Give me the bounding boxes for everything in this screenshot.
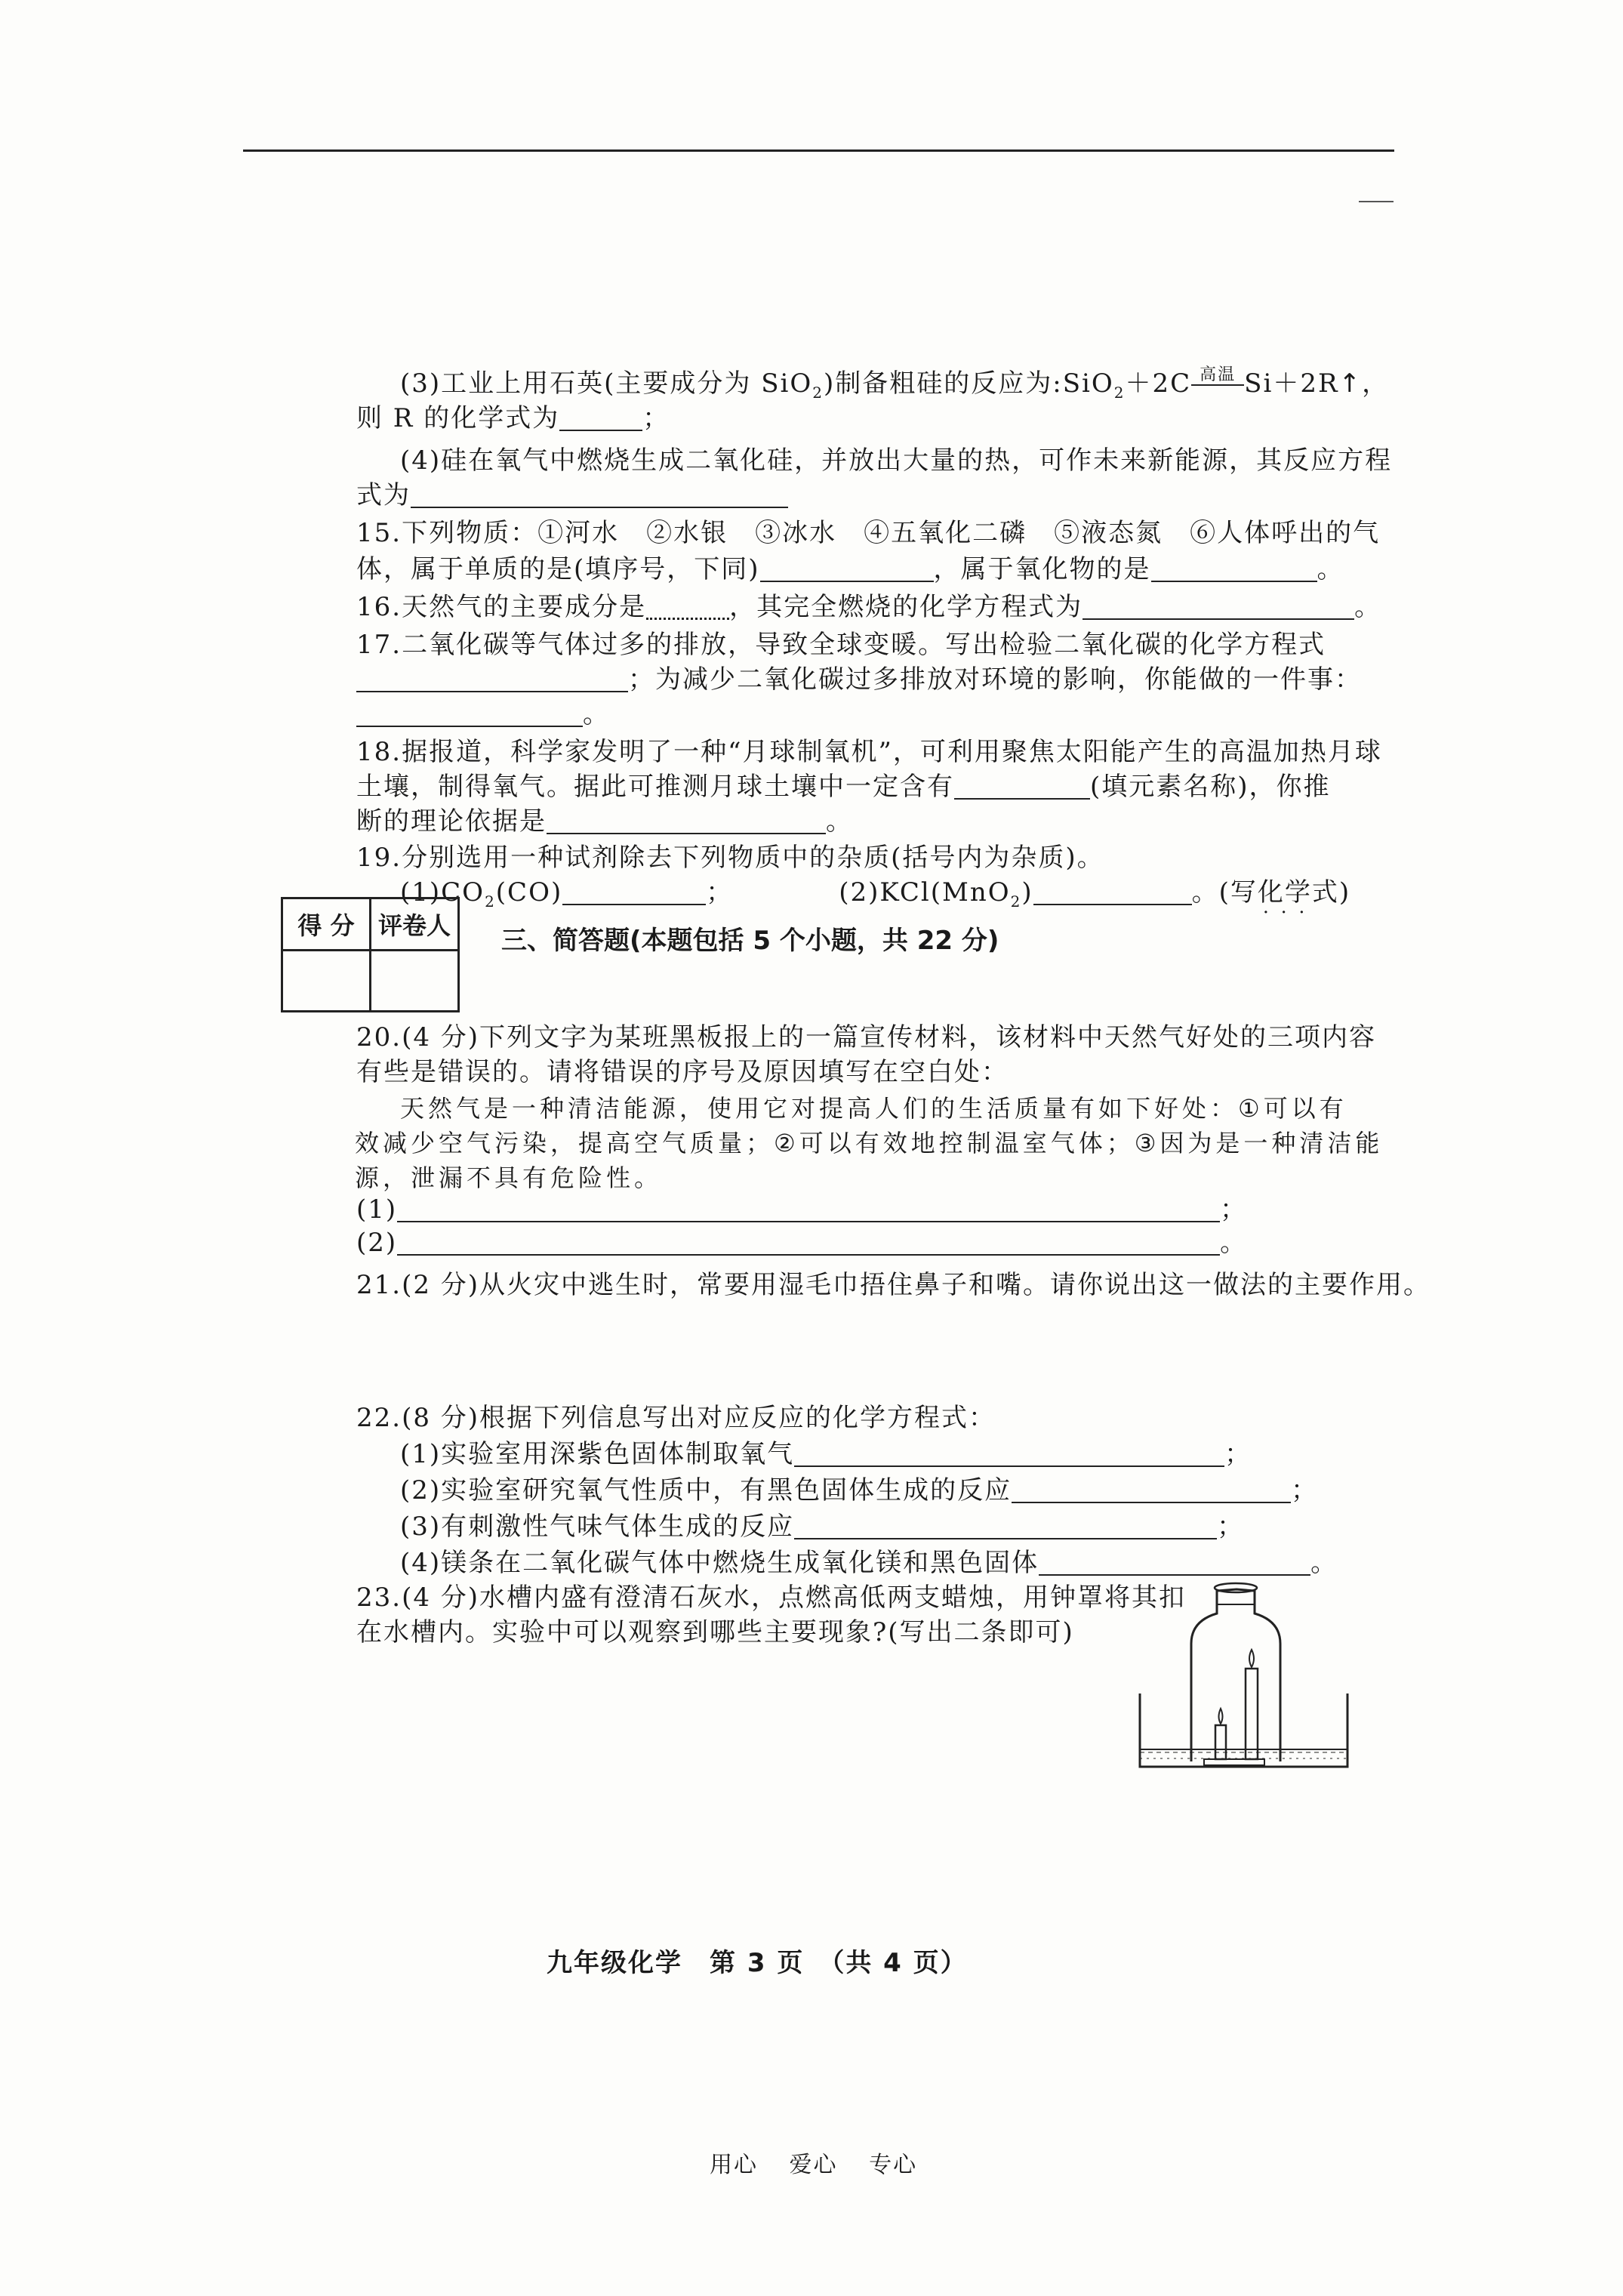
q14-3-text-e: ， bbox=[1362, 368, 1390, 399]
q16-text-b: ，其完全燃烧的化学方程式为 bbox=[729, 592, 1083, 622]
q21-line1: 21.(2 分)从火灾中逃生时，常要用湿毛巾捂住鼻子和嘴。请你说出这一做法的主要作用。 bbox=[356, 1270, 1431, 1300]
q20-passage-line1: 天然气是一种清洁能源，使用它对提高人们的生活质量有如下好处：①可以有 bbox=[400, 1094, 1347, 1123]
score-cell[interactable] bbox=[282, 951, 371, 1012]
q14-3-text-a: (3)工业上用石英(主要成分为 SiO bbox=[400, 368, 813, 399]
header-rule bbox=[243, 149, 1394, 152]
answer-blank-main-component[interactable] bbox=[646, 592, 729, 620]
q15-text-a: 体，属于单质的是(填序号，下同) bbox=[356, 554, 760, 584]
q18-line2 bbox=[356, 772, 1331, 802]
q15-text-c: 。 bbox=[1317, 554, 1344, 584]
q19-item1-a: (1)CO bbox=[400, 877, 485, 908]
answer-blank-co2-test[interactable] bbox=[356, 665, 628, 692]
q19-line1: 19.分别选用一种试剂除去下列物质中的杂质(括号内为杂质)。 bbox=[356, 843, 1104, 873]
q18-line3 bbox=[356, 806, 853, 837]
q22-item4-end: 。 bbox=[1310, 1548, 1338, 1578]
q17-line3 bbox=[356, 699, 610, 729]
q22-item2-text: (2)实验室研究氧气性质中，有黑色固体生成的反应 bbox=[400, 1475, 1012, 1505]
q16-text-c: 。 bbox=[1354, 592, 1382, 622]
q19-emphasis: 化学式 ・ ・ ・ bbox=[1258, 877, 1339, 908]
q19-item1-b: (CO) bbox=[495, 877, 563, 908]
q15-line2 bbox=[356, 554, 1344, 584]
q16-line bbox=[356, 592, 1381, 622]
q22-item2-end: ； bbox=[1291, 1475, 1319, 1505]
answer-blank-elements[interactable] bbox=[760, 555, 934, 582]
section-title: 三、简答题(本题包括 5 个小题，共 22 分) bbox=[501, 926, 999, 956]
q18-text-c: 断的理论依据是 bbox=[356, 806, 547, 837]
answer-blank-si-equation[interactable] bbox=[411, 481, 788, 508]
grader-cell[interactable] bbox=[371, 951, 459, 1012]
q19-item2-a: (2)KCl(MnO bbox=[839, 877, 1011, 908]
q18-text-b: (填元素名称)，你推 bbox=[1090, 772, 1331, 802]
page-footer: 九年级化学 第 3 页 （共 4 页） bbox=[547, 1948, 968, 1978]
q20-passage-line2: 效减少空气污染，提高空气质量；②可以有效地控制温室气体；③因为是一种清洁能 bbox=[355, 1129, 1384, 1157]
answer-blank-q22-1[interactable] bbox=[794, 1440, 1224, 1467]
q22-item3-text: (3)有刺激性气味气体生成的反应 bbox=[400, 1512, 795, 1542]
q16-text-a: 16.天然气的主要成分是 bbox=[356, 592, 647, 622]
q22-item1-text: (1)实验室用深紫色固体制取氧气 bbox=[400, 1439, 795, 1469]
q22-item4-text: (4)镁条在二氧化碳气体中燃烧生成氧化镁和黑色固体 bbox=[400, 1548, 1039, 1578]
q18-line1: 18.据报道，科学家发明了一种“月球制氧机”，可利用聚焦太阳能产生的高温加热月球 bbox=[356, 737, 1382, 767]
q15-line1: 15.下列物质：①河水 ②水银 ③冰水 ④五氧化二磷 ⑤液态氮 ⑥人体呼出的气 bbox=[356, 518, 1381, 548]
score-table bbox=[281, 897, 460, 1012]
answer-blank-theory[interactable] bbox=[547, 807, 826, 834]
answer-blank-q20-2[interactable] bbox=[397, 1228, 1220, 1256]
q23-line2: 在水槽内。实验中可以观察到哪些主要现象?(写出二条即可) bbox=[356, 1617, 1074, 1647]
q22-item1-end: ； bbox=[1224, 1439, 1252, 1469]
answer-blank-q22-3[interactable] bbox=[794, 1512, 1217, 1539]
q23-line1: 23.(4 分)水槽内盛有澄清石灰水，点燃高低两支蜡烛，用钟罩将其扣 bbox=[356, 1583, 1187, 1613]
q18-text-a: 土壤，制得氧气。据此可推测月球土壤中一定含有 bbox=[356, 772, 954, 802]
q20-ans1-label: (1) bbox=[356, 1194, 398, 1225]
q17-end: 。 bbox=[583, 699, 610, 729]
q14-3-text-d: Si＋2R bbox=[1244, 368, 1339, 399]
q17-text: ；为减少二氧化碳过多排放对环境的影响，你能做的一件事： bbox=[628, 664, 1362, 695]
q20-line1: 20.(4 分)下列文字为某班黑板报上的一篇宣传材料，该材料中天然气好处的三项内容 bbox=[356, 1022, 1377, 1052]
q20-ans2-end: 。 bbox=[1220, 1228, 1248, 1258]
q17-line1: 17.二氧化碳等气体过多的排放，导致全球变暖。写出检验二氧化碳的化学方程式 bbox=[356, 630, 1326, 660]
answer-blank-q22-4[interactable] bbox=[1039, 1549, 1310, 1576]
q19-item1-c: ； bbox=[706, 877, 734, 908]
q22-item3-end: ； bbox=[1217, 1512, 1245, 1542]
q19-item2-b: ) bbox=[1021, 877, 1033, 908]
answer-blank-q22-2[interactable] bbox=[1012, 1476, 1291, 1503]
answer-blank-combustion-equation[interactable] bbox=[1083, 593, 1354, 620]
q19-line2: $(1)CO_2(CO)$ ； (2)KCl(MnO$_2$) 。(写化学式 ・ ・ ・) bbox=[400, 877, 1350, 917]
q14-4-text: 式为 bbox=[356, 480, 411, 510]
answer-blank-element[interactable] bbox=[954, 772, 1090, 800]
q20-answer1 bbox=[356, 1194, 1247, 1225]
q19-item2-c: 。(写 bbox=[1191, 877, 1258, 908]
scan-mark bbox=[1359, 201, 1394, 202]
q14-3-text-b: )制备粗硅的反应为:SiO bbox=[824, 368, 1114, 399]
q14-4-line2 bbox=[356, 480, 788, 510]
q14-3-text-c: ＋2C bbox=[1125, 368, 1192, 399]
answer-blank-q20-1[interactable] bbox=[397, 1195, 1220, 1222]
q22-item2 bbox=[400, 1475, 1318, 1505]
q15-text-b: ，属于氧化物的是 bbox=[933, 554, 1151, 584]
answer-blank-one-thing[interactable] bbox=[356, 700, 583, 727]
score-header: 得 分 bbox=[282, 898, 371, 951]
q19-item2-d: ) bbox=[1338, 877, 1351, 908]
q14-4-line1: (4)硅在氧气中燃烧生成二氧化硅，并放出大量的热，可作未来新能源，其反应方程 bbox=[400, 445, 1393, 476]
q20-passage-line3: 源，泄漏不具有危险性。 bbox=[355, 1163, 663, 1192]
q14-3-text-f: 则 R 的化学式为 bbox=[356, 403, 560, 433]
answer-blank-oxides[interactable] bbox=[1151, 555, 1317, 582]
q20-ans1-end: ； bbox=[1220, 1194, 1248, 1225]
q22-item4 bbox=[400, 1548, 1338, 1578]
q22-item3 bbox=[400, 1512, 1244, 1542]
q14-3-line1: (3)工业上用石英(主要成分为 SiO$_2$)制备粗硅的反应为:SiO$_2$＋2C 高温 Si＋2R↑， bbox=[400, 365, 1390, 402]
q22-line1: 22.(8 分)根据下列信息写出对应反应的化学方程式： bbox=[356, 1403, 996, 1433]
q17-line2 bbox=[356, 664, 1362, 695]
gas-arrow-icon: ↑ bbox=[1338, 368, 1363, 399]
q14-3-text-g: ； bbox=[642, 403, 670, 433]
answer-blank-r-formula[interactable] bbox=[559, 404, 642, 431]
answer-blank-reagent-2[interactable] bbox=[1033, 878, 1192, 905]
q18-text-d: 。 bbox=[826, 806, 853, 837]
q20-line2: 有些是错误的。请将错误的序号及原因填写在空白处： bbox=[356, 1057, 1009, 1087]
slogan: 用心 爱心 专心 bbox=[710, 2152, 918, 2178]
q20-ans2-label: (2) bbox=[356, 1228, 398, 1258]
answer-blank-reagent-1[interactable] bbox=[562, 878, 706, 905]
reaction-condition: 高温 bbox=[1191, 366, 1244, 386]
q14-3-line2 bbox=[356, 403, 670, 433]
grader-header: 评卷人 bbox=[371, 898, 459, 951]
q22-item1 bbox=[400, 1439, 1252, 1469]
q20-answer2 bbox=[356, 1228, 1247, 1258]
bell-jar-candles-icon bbox=[1132, 1574, 1359, 1778]
